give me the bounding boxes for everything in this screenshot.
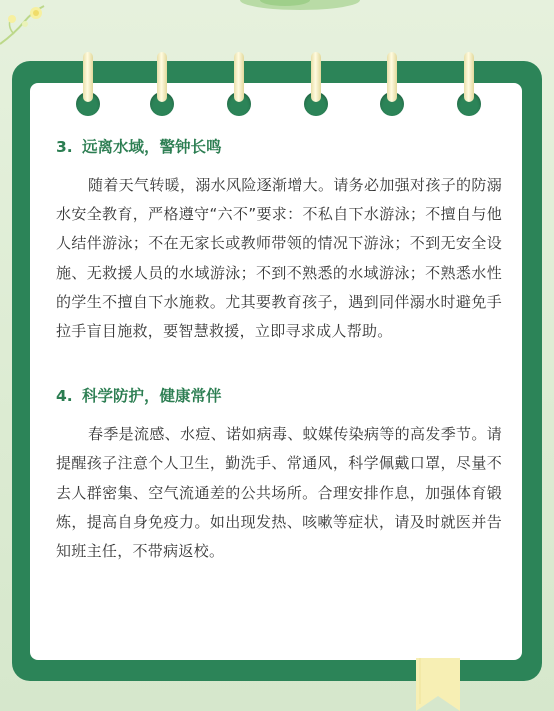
section-heading bbox=[56, 384, 502, 408]
bookmark-ribbon-icon bbox=[416, 658, 460, 711]
section-number: 4. bbox=[56, 387, 73, 406]
section-water-safety bbox=[56, 135, 502, 346]
section-number: 3. bbox=[56, 138, 73, 156]
section-body: 春季是流感、水痘、诺如病毒、蚊媒传染病等的高发季节。请提醒孩子注意个人卫生，勤洗手、常通风，科学佩戴口罩，尽量不去人群密集、空气流通差的公共场所。合理安排作息，加强体育锻炼，提高自身免疫力。如出现发热、咳嗽等症状，请及时就医并告知班主任，不带病返校。 bbox=[56, 425, 502, 561]
section-body: 随着天气转暖，溺水风险逐渐增大。请务必加强对孩子的防溺水安全教育，严格遵守“六不”要求：不私自下水游泳；不擅自与他人结伴游泳；不在无家长或教师带领的情况下游泳；不到无安全设施、无救援人员的水域游泳；不到不熟悉的水域游泳；不熟悉水性的学生不擅自下水施救。尤其要教育孩子，遇到同伴溺水时避免手拉手盲目施救，要智慧救援，立即寻求成人帮助。 bbox=[56, 176, 502, 341]
grass-decoration-icon bbox=[240, 0, 360, 14]
section-title: 远离水域，警钟长鸣 bbox=[82, 138, 222, 156]
section-title: 科学防护，健康常伴 bbox=[82, 387, 222, 406]
section-heading bbox=[56, 135, 502, 159]
notice-content bbox=[56, 135, 502, 566]
section-health-protection bbox=[56, 384, 502, 566]
flower-decoration-icon bbox=[0, 0, 60, 60]
